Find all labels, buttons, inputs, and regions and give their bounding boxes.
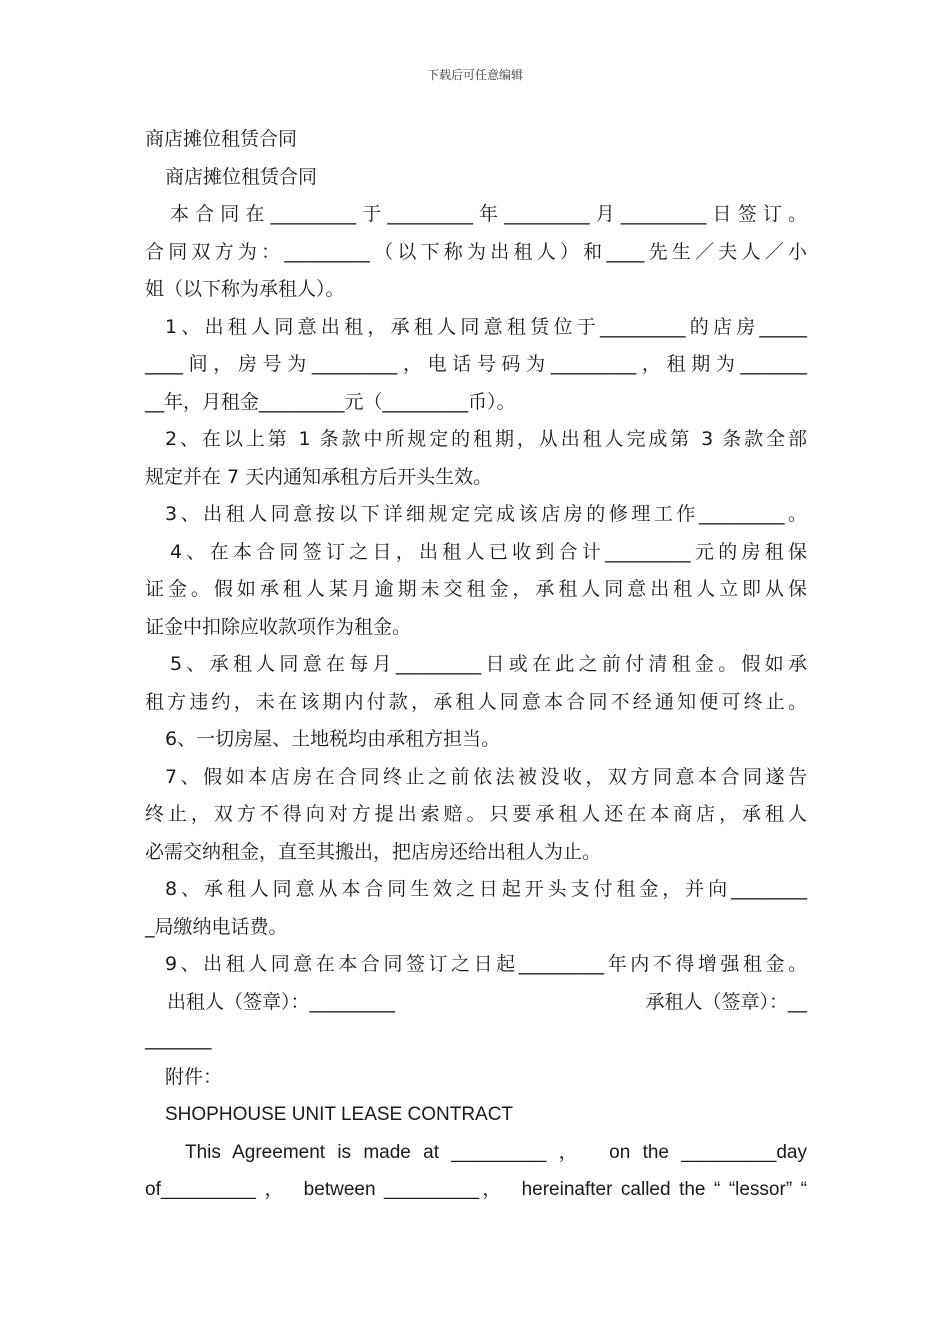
document-body xyxy=(145,121,807,1209)
contract-line: 本合同在_________于_________年_________月_________日签订。 xyxy=(170,203,807,225)
contract-line: 姐（以下称为承租人）。 xyxy=(145,278,345,300)
clause-7-cont: 终止，双方不得向对方提出索赔。只要承租人还在本商店，承租人 xyxy=(145,803,807,825)
clause-3: 3、出租人同意按以下详细规定完成该店房的修理工作_________。 xyxy=(165,503,807,525)
lessee-signature: 承租人（签章）：__ xyxy=(645,990,807,1013)
english-line: of_________ ， between _________， hereinafter called the “ “lessor” “ xyxy=(145,1179,807,1200)
attachment-label: 附件： xyxy=(165,1065,223,1088)
clause-8-cont: _局缴纳电话费。 xyxy=(145,915,288,938)
clause-4-cont: 证金中扣除应收款项作为租金。 xyxy=(145,615,412,638)
doc-subtitle: 商店摊位租赁合同 xyxy=(165,165,318,188)
clause-1-cont: __年，月租金_________元（_________币）。 xyxy=(145,390,516,413)
clause-5-cont: 租方违约，未在该期内付款，承租人同意本合同不经通知便可终止。 xyxy=(145,690,807,713)
english-title: SHOPHOUSE UNIT LEASE CONTRACT xyxy=(165,1104,514,1125)
english-line: This Agreement is made at _________ ， on the _________day xyxy=(185,1141,807,1163)
clause-7-cont: 必需交纳租金，直至其搬出，把店房还给出租人为止。 xyxy=(145,840,602,863)
clause-8: 8、承租人同意从本合同生效之日起开头支付租金，并向________ xyxy=(165,878,807,900)
contract-line: 合同双方为：_________（以下称为出租人）和____先生／夫人／小 xyxy=(145,240,807,263)
clause-9: 9、出租人同意在本合同签订之日起_________年内不得增强租金。 xyxy=(165,953,807,975)
clause-1: 1、出租人同意出租，承租人同意租赁位于_________的店房_____ xyxy=(165,315,807,338)
clause-5: 5、承租人同意在每月_________日或在此之前付清租金。假如承 xyxy=(170,653,807,675)
signature-row xyxy=(145,984,807,1022)
clause-4: 4、在本合同签订之日，出租人已收到合计_________元的房租保 xyxy=(170,540,807,563)
clause-1-cont: ____间，房号为_________，电话号码为_________，租期为_______ xyxy=(145,353,807,375)
clause-6: 6、一切房屋、土地税均由承租方担当。 xyxy=(165,728,501,750)
lessor-signature: 出租人（签章）：_________ xyxy=(167,990,396,1013)
clause-2-cont: 规定并在 7 天内通知承租方后开头生效。 xyxy=(145,465,493,488)
page-header: 下载后可任意编辑 xyxy=(426,68,523,82)
signature-cont: _______ xyxy=(145,1028,212,1050)
doc-title: 商店摊位租赁合同 xyxy=(145,128,298,150)
clause-4-cont: 证金。假如承租人某月逾期未交租金，承租人同意出租人立即从保 xyxy=(145,578,807,600)
clause-2: 2、在以上第 1 条款中所规定的租期，从出租人完成第 3 条款全部 xyxy=(165,428,807,450)
clause-7: 7、假如本店房在合同终止之前依法被没收，双方同意本合同遂告 xyxy=(165,765,807,788)
